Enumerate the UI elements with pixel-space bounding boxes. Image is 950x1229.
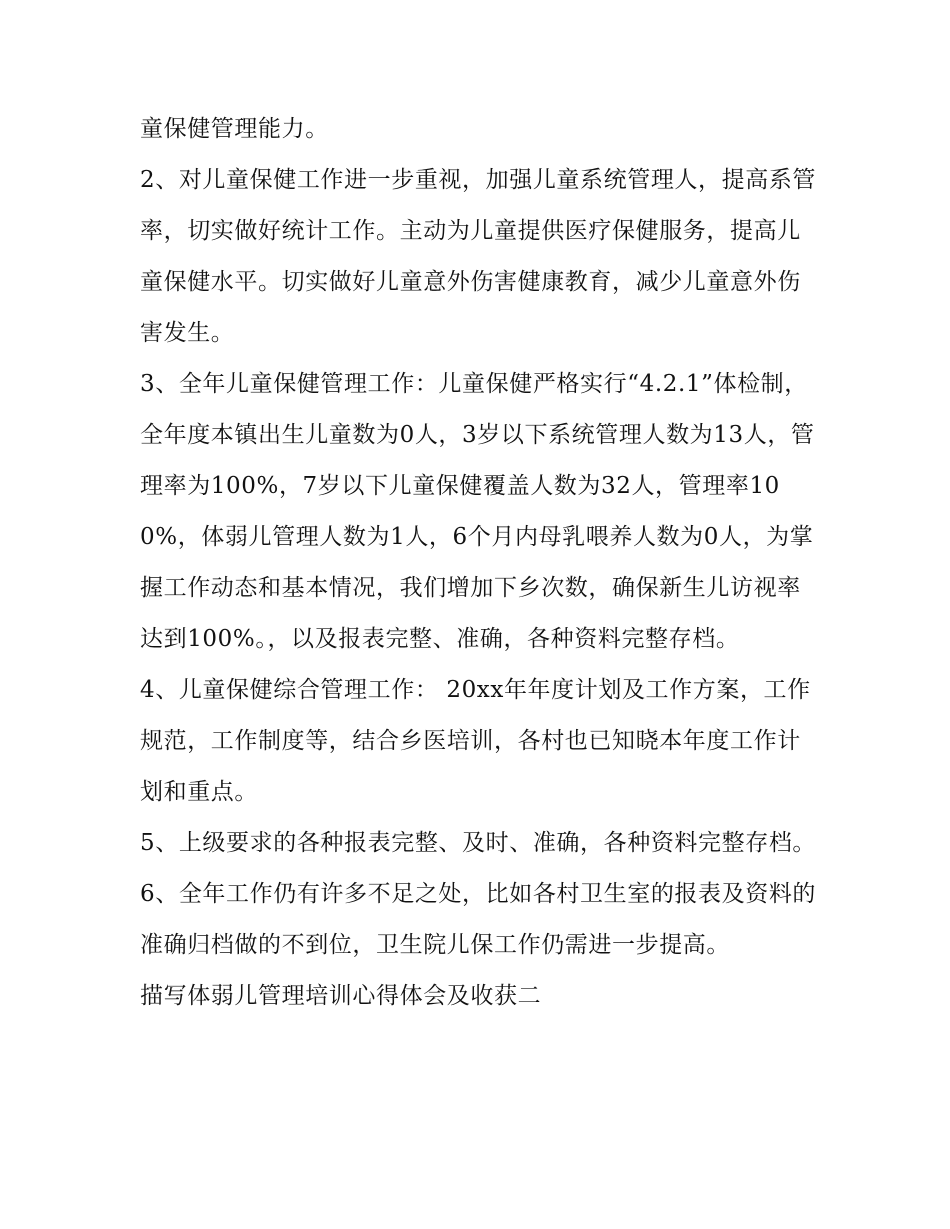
paragraph-item-6: 6、全年工作仍有许多不足之处，比如各村卫生室的报表及资料的准确归档做的不到位，卫生院儿保工作仍需进一步提高。	[140, 881, 817, 958]
paragraph-item-4: 4、儿童保健综合管理工作： 20xx年年度计划及工作方案，工作规范，工作制度等，结合乡医培训，各村也已知晓本年度工作计划和重点。	[140, 677, 811, 805]
document-body	[140, 104, 820, 1022]
paragraph-item-2: 2、对儿童保健工作进一步重视，加强儿童系统管理人，提高系管率，切实做好统计工作。主动为儿童提供医疗保健服务，提高儿童保健水平。切实做好儿童意外伤害健康教育，减少儿童意外伤害发生。	[140, 167, 817, 346]
paragraph-continuation: 童保健管理能力。	[140, 116, 329, 142]
section-heading: 描写体弱儿管理培训心得体会及收获二	[140, 983, 542, 1009]
paragraph-item-5: 5、上级要求的各种报表完整、及时、准确，各种资料完整存档。	[140, 830, 817, 856]
paragraph-item-3: 3、全年儿童保健管理工作：儿童保健严格实行“4.2.1”体检制，全年度本镇出生儿童数为0人，3岁以下系统管理人数为13人，管理率为100%，7岁以下儿童保健覆盖人数为32人，管理率100%，体弱儿管理人数为1人，6个月内母乳喂养人数为0人，为掌握工作动态和基本情况，我们增加下乡次数，确保新生儿访视率达到100%。，以及报表完整、准确，各种资料完整存档。	[140, 371, 815, 652]
